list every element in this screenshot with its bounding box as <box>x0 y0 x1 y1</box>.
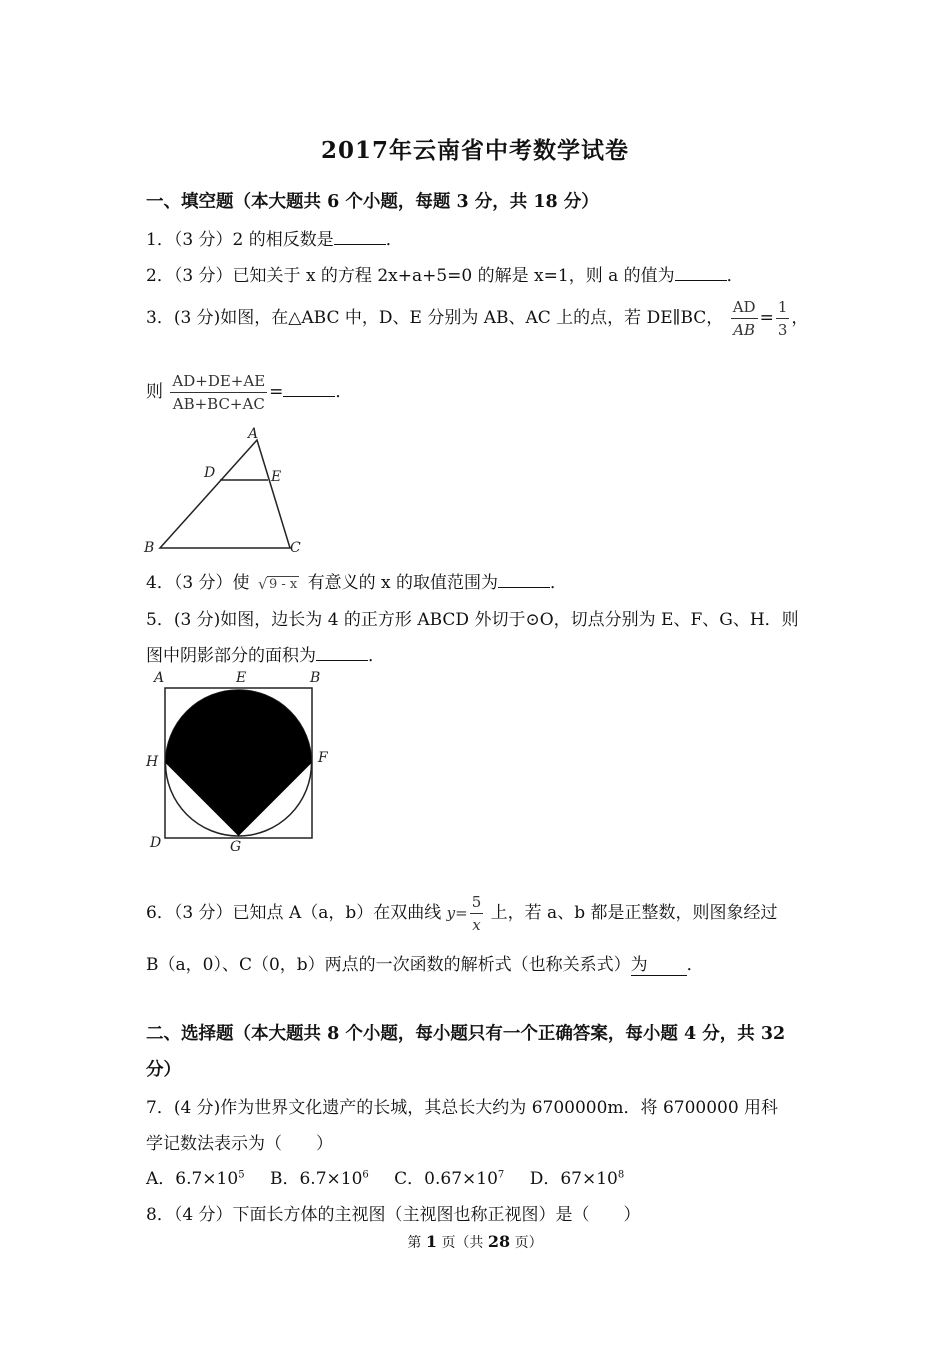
option-c[interactable]: C．$0.67\times 10^7$ <box>394 1169 505 1189</box>
footer-suffix: 页） <box>514 1235 543 1251</box>
page-footer <box>0 1232 950 1252</box>
footer-middle: 页（共 <box>441 1235 484 1251</box>
question-4-suffix: 有意义的 x 的取值范围为 <box>307 573 499 593</box>
triangle-figure <box>140 425 310 560</box>
question-6-prefix: 6．（3 分）已知点 A（a，b）在双曲线 <box>146 903 442 923</box>
option-b[interactable]: B．$6.7\times 10^6$ <box>269 1169 369 1189</box>
radicand: 9 - x <box>268 577 298 592</box>
question-6-line-2 <box>146 950 704 976</box>
vertex-label-c: C <box>290 540 301 556</box>
vertex-label-a: A <box>248 426 259 442</box>
section-2-heading-line-1: 二、选择题（本大题共 8 个小题，每小题只有一个正确答案，每小题 4 分，共 32 <box>146 1024 786 1044</box>
vertex-label-d: D <box>204 465 216 481</box>
tangent-label-g: G <box>230 839 242 855</box>
answer-blank <box>283 380 335 397</box>
tangent-label-h: H <box>146 754 159 770</box>
tangent-label-f: F <box>318 750 328 766</box>
question-1-text: 1．（3 分）2 的相反数是 <box>146 230 334 250</box>
question-2-text: 2．（3 分）已知关于 x 的方程 2x+a+5=0 的解是 x=1，则 a 的值为 <box>146 266 675 286</box>
question-2 <box>146 261 744 286</box>
answer-blank: 为 <box>631 950 687 976</box>
section-2-heading-line-2: 分） <box>146 1060 181 1080</box>
option-d[interactable]: D．$67\times 10^8$ <box>529 1169 625 1189</box>
question-1-end: ． <box>385 230 403 250</box>
question-5-text: 图中阴影部分的面积为 <box>146 646 316 666</box>
vertex-label-a: A <box>154 670 165 686</box>
question-3-then: 则 <box>146 382 163 402</box>
ratio-ad-ab: $\frac{AD}{AB}$ <box>732 298 756 339</box>
answer-blank <box>334 228 386 245</box>
perimeter-ratio: $\frac{AD+DE+AE}{AB+BC+AC}$ <box>172 372 266 413</box>
square-circle-figure <box>140 668 340 863</box>
section-1-heading: 一、填空题（本大题共 6 个小题，每题 3 分，共 18 分） <box>146 192 599 212</box>
radical-sign-icon: √ <box>257 575 268 593</box>
vertex-label-e: E <box>271 469 282 485</box>
question-7-line-1: 7．(4 分)作为世界文化遗产的长城，其总长大约为 6700000m．将 6700000 用科 <box>146 1098 779 1118</box>
question-2-end: ． <box>726 266 744 286</box>
comma: ， <box>791 308 809 328</box>
answer-blank <box>498 571 550 588</box>
equals-sign: = <box>455 904 468 922</box>
total-pages: 28 <box>487 1232 511 1251</box>
answer-blank <box>675 264 727 281</box>
question-3-line-1 <box>146 298 808 339</box>
vertex-label-b: B <box>144 540 155 556</box>
equals-sign: = <box>759 308 774 328</box>
ratio-one-third: $\frac{1}{3}$ <box>777 298 788 339</box>
question-4-end: ． <box>550 573 568 593</box>
square-root-expression <box>258 577 299 592</box>
question-1 <box>146 225 403 250</box>
current-page-number: 1 <box>425 1232 437 1251</box>
variable-y: y <box>446 904 456 922</box>
square-circle-diagram <box>140 668 340 863</box>
hyperbola-fraction: $\frac{5}{x}$ <box>471 893 482 934</box>
question-7-line-2: 学记数法表示为（ ） <box>146 1134 333 1154</box>
question-8: 8．（4 分）下面长方体的主视图（主视图也称正视图）是（ ） <box>146 1205 641 1225</box>
question-3-text: 3．(3 分)如图，在△ABC 中，D、E 分别为 AB、AC 上的点，若 DE∥BC， <box>146 308 724 328</box>
question-7-options <box>146 1164 624 1189</box>
answer-blank <box>316 644 368 661</box>
question-3-end: ． <box>335 382 353 402</box>
vertex-label-b: B <box>310 670 321 686</box>
question-6-end: ． <box>686 955 704 975</box>
triangle-diagram <box>140 425 310 560</box>
question-5-end: ． <box>368 646 385 666</box>
question-6-suffix: 上，若 a、b 都是正整数，则图象经过 <box>490 903 778 923</box>
question-3-line-2 <box>146 372 352 413</box>
question-4-prefix: 4．（3 分）使 <box>146 573 250 593</box>
question-5-line-1: 5．(3 分)如图，边长为 4 的正方形 ABCD 外切于⊙O，切点分别为 E、F、G、H．则 <box>146 610 799 630</box>
question-4 <box>146 568 567 593</box>
question-6-text: B（a，0）、C（0，b）两点的一次函数的解析式（也称关系式） <box>146 955 631 975</box>
tangent-label-e: E <box>236 670 247 686</box>
vertex-label-d: D <box>150 835 162 851</box>
page-title: 2017年云南省中考数学试卷 <box>320 137 629 164</box>
equals-sign: = <box>269 382 284 402</box>
question-6-line-1 <box>146 893 777 934</box>
footer-prefix: 第 <box>407 1235 422 1251</box>
question-5-line-2 <box>146 641 385 666</box>
option-a[interactable]: A．$6.7\times 10^5$ <box>146 1169 245 1189</box>
